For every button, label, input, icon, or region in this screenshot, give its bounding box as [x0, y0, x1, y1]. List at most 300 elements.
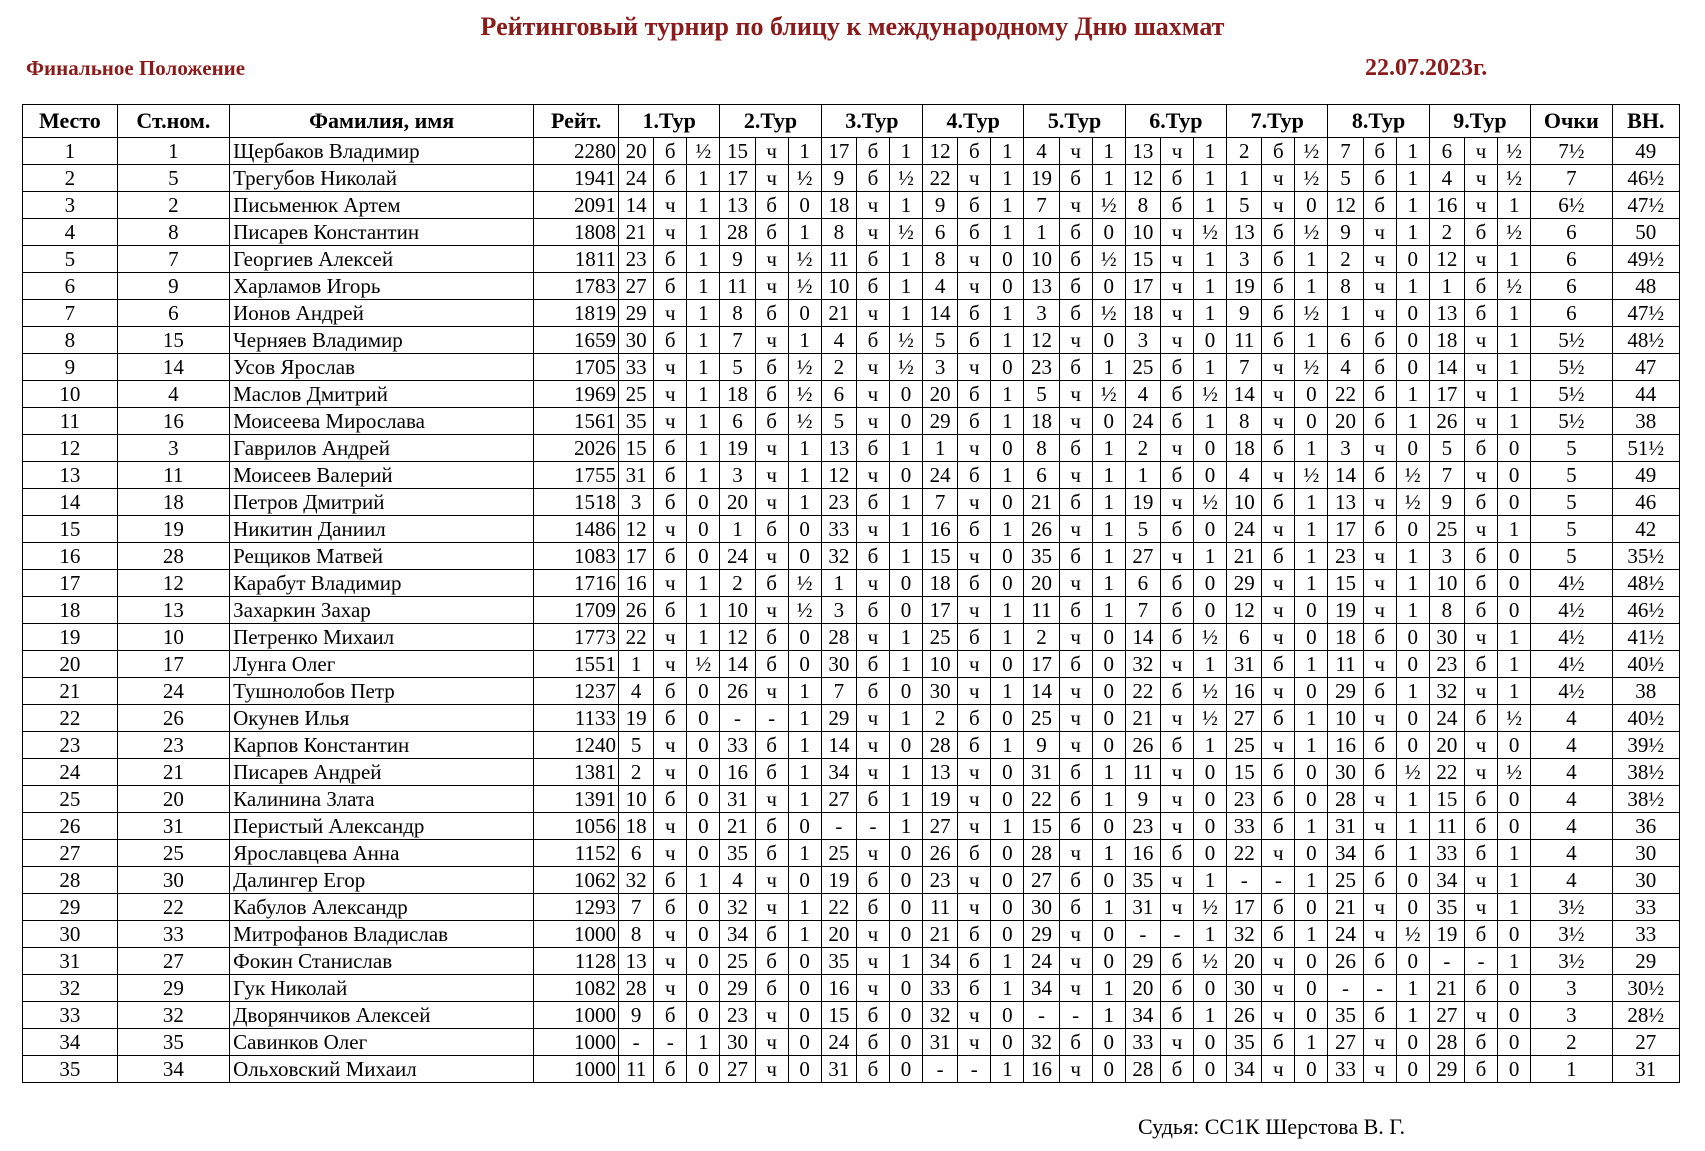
opponent-cell: 23 [1227, 786, 1262, 813]
player-name-cell: Карпов Константин [230, 732, 534, 759]
opponent-cell: 4 [1227, 462, 1262, 489]
table-row [23, 1029, 1680, 1056]
color-cell: б [1160, 192, 1193, 219]
result-cell: 1 [1396, 597, 1429, 624]
color-cell: - [1160, 921, 1193, 948]
result-cell: 1 [991, 516, 1024, 543]
result-cell: 0 [1498, 489, 1531, 516]
color-cell: ч [1262, 192, 1295, 219]
color-cell: б [1465, 219, 1498, 246]
player-name-cell: Ионов Андрей [230, 300, 534, 327]
rating-cell: 1056 [534, 813, 619, 840]
table-row [23, 246, 1680, 273]
start-number-cell: 10 [117, 624, 229, 651]
result-cell: 1 [991, 300, 1024, 327]
color-cell: б [1363, 138, 1396, 165]
result-cell: 0 [1295, 678, 1328, 705]
points-cell: 3 [1531, 1002, 1613, 1029]
color-cell: ч [1262, 165, 1295, 192]
color-cell: ч [1059, 192, 1092, 219]
place-cell: 4 [23, 219, 118, 246]
result-cell: 0 [788, 1029, 821, 1056]
points-cell: 4 [1531, 867, 1613, 894]
color-cell: б [1160, 1002, 1193, 1029]
result-cell: 0 [1396, 300, 1429, 327]
opponent-cell: 20 [821, 921, 856, 948]
result-cell: 1 [991, 948, 1024, 975]
color-cell: ч [755, 1002, 788, 1029]
opponent-cell: 25 [1227, 732, 1262, 759]
color-cell: ч [1363, 921, 1396, 948]
color-cell: б [958, 516, 991, 543]
color-cell: ч [856, 354, 889, 381]
opponent-cell: 9 [1024, 732, 1059, 759]
table-row [23, 354, 1680, 381]
result-cell: 1 [1194, 138, 1227, 165]
result-cell: ½ [1396, 921, 1429, 948]
opponent-cell: 7 [1227, 354, 1262, 381]
opponent-cell: - [1227, 867, 1262, 894]
result-cell: 1 [1396, 138, 1429, 165]
player-name-cell: Писарев Андрей [230, 759, 534, 786]
opponent-cell: 21 [923, 921, 958, 948]
place-cell: 17 [23, 570, 118, 597]
opponent-cell: 2 [1125, 435, 1160, 462]
result-cell: 1 [1194, 408, 1227, 435]
color-cell: б [1059, 1029, 1092, 1056]
opponent-cell: 22 [1024, 786, 1059, 813]
color-cell: - [856, 813, 889, 840]
opponent-cell: 34 [1024, 975, 1059, 1002]
color-cell: ч [1465, 327, 1498, 354]
color-cell: - [1262, 867, 1295, 894]
player-name-cell: Петров Дмитрий [230, 489, 534, 516]
tiebreak-cell: 47½ [1612, 192, 1679, 219]
rating-cell: 1941 [534, 165, 619, 192]
player-name-cell: Харламов Игорь [230, 273, 534, 300]
result-cell: ½ [788, 273, 821, 300]
result-cell: 0 [1194, 759, 1227, 786]
result-cell: 1 [991, 381, 1024, 408]
color-cell: ч [1262, 1056, 1295, 1083]
rating-cell: 1518 [534, 489, 619, 516]
points-cell: 6½ [1531, 192, 1613, 219]
result-cell: 1 [1498, 678, 1531, 705]
color-cell: б [755, 975, 788, 1002]
opponent-cell: 8 [1328, 273, 1363, 300]
color-cell: ч [755, 543, 788, 570]
color-cell: ч [1363, 786, 1396, 813]
opponent-cell: 25 [1024, 705, 1059, 732]
result-cell: 0 [889, 1056, 922, 1083]
result-cell: 1 [889, 624, 922, 651]
table-row [23, 300, 1680, 327]
color-cell: ч [1160, 786, 1193, 813]
opponent-cell: 30 [923, 678, 958, 705]
color-cell: ч [958, 273, 991, 300]
points-cell: 5 [1531, 489, 1613, 516]
table-row [23, 489, 1680, 516]
start-number-cell: 21 [117, 759, 229, 786]
color-cell: б [755, 813, 788, 840]
opponent-cell: 33 [821, 516, 856, 543]
color-cell: ч [654, 381, 687, 408]
rating-cell: 1000 [534, 921, 619, 948]
table-row [23, 192, 1680, 219]
player-name-cell: Писарев Константин [230, 219, 534, 246]
table-row [23, 867, 1680, 894]
tiebreak-cell: 48½ [1612, 570, 1679, 597]
color-cell: б [1363, 516, 1396, 543]
points-cell: 4 [1531, 840, 1613, 867]
opponent-cell: 13 [1328, 489, 1363, 516]
color-cell: б [1160, 1056, 1193, 1083]
result-cell: 1 [889, 516, 922, 543]
opponent-cell: 18 [1328, 624, 1363, 651]
color-cell: б [755, 408, 788, 435]
result-cell: ½ [1396, 489, 1429, 516]
tiebreak-cell: 49½ [1612, 246, 1679, 273]
tiebreak-cell: 33 [1612, 921, 1679, 948]
color-cell: б [1160, 408, 1193, 435]
result-cell: 1 [1194, 192, 1227, 219]
result-cell: 1 [1295, 705, 1328, 732]
color-cell: б [1262, 705, 1295, 732]
opponent-cell: 17 [1328, 516, 1363, 543]
tiebreak-cell: 38½ [1612, 759, 1679, 786]
header-round-7: 7.Тур [1227, 105, 1328, 138]
player-name-cell: Гук Николай [230, 975, 534, 1002]
result-cell: 0 [1396, 624, 1429, 651]
color-cell: ч [1059, 381, 1092, 408]
color-cell: ч [958, 678, 991, 705]
opponent-cell: 29 [1328, 678, 1363, 705]
color-cell: ч [958, 786, 991, 813]
points-cell: 4½ [1531, 678, 1613, 705]
result-cell: 0 [1194, 597, 1227, 624]
color-cell: б [1262, 246, 1295, 273]
opponent-cell: 31 [821, 1056, 856, 1083]
rating-cell: 1381 [534, 759, 619, 786]
opponent-cell: 35 [720, 840, 755, 867]
start-number-cell: 28 [117, 543, 229, 570]
color-cell: б [755, 921, 788, 948]
opponent-cell: 26 [1227, 1002, 1262, 1029]
opponent-cell: 20 [1227, 948, 1262, 975]
result-cell: 1 [1396, 570, 1429, 597]
result-cell: 0 [889, 570, 922, 597]
opponent-cell: 15 [821, 1002, 856, 1029]
color-cell: б [958, 381, 991, 408]
points-cell: 3½ [1531, 894, 1613, 921]
opponent-cell: 11 [1429, 813, 1464, 840]
points-cell: 6 [1531, 300, 1613, 327]
result-cell: 1 [1295, 651, 1328, 678]
color-cell: - [755, 705, 788, 732]
result-cell: 0 [1194, 327, 1227, 354]
result-cell: 1 [1092, 516, 1125, 543]
header-round-1: 1.Тур [619, 105, 720, 138]
result-cell: 1 [1092, 975, 1125, 1002]
tiebreak-cell: 50 [1612, 219, 1679, 246]
color-cell: ч [1059, 462, 1092, 489]
opponent-cell: 28 [1125, 1056, 1160, 1083]
points-cell: 4 [1531, 759, 1613, 786]
color-cell: б [755, 516, 788, 543]
opponent-cell: 28 [1024, 840, 1059, 867]
color-cell: ч [856, 381, 889, 408]
result-cell: 1 [1396, 786, 1429, 813]
color-cell: ч [755, 165, 788, 192]
opponent-cell: 31 [1328, 813, 1363, 840]
opponent-cell: 5 [1227, 192, 1262, 219]
color-cell: ч [1059, 516, 1092, 543]
color-cell: б [958, 327, 991, 354]
opponent-cell: 1 [923, 435, 958, 462]
table-row [23, 894, 1680, 921]
color-cell: б [755, 570, 788, 597]
opponent-cell: 21 [619, 219, 654, 246]
color-cell: б [1262, 300, 1295, 327]
color-cell: ч [856, 408, 889, 435]
opponent-cell: 32 [1024, 1029, 1059, 1056]
color-cell: б [1059, 300, 1092, 327]
result-cell: 0 [1396, 435, 1429, 462]
color-cell: ч [958, 489, 991, 516]
color-cell: ч [958, 543, 991, 570]
opponent-cell: 7 [720, 327, 755, 354]
result-cell: 1 [1092, 597, 1125, 624]
color-cell: ч [654, 219, 687, 246]
result-cell: 0 [1194, 1029, 1227, 1056]
result-cell: ½ [1194, 705, 1227, 732]
opponent-cell: 27 [1024, 867, 1059, 894]
table-row [23, 597, 1680, 624]
color-cell: б [1363, 678, 1396, 705]
color-cell: ч [1465, 381, 1498, 408]
opponent-cell: 12 [1328, 192, 1363, 219]
place-cell: 2 [23, 165, 118, 192]
result-cell: 0 [687, 516, 720, 543]
opponent-cell: - [720, 705, 755, 732]
place-cell: 33 [23, 1002, 118, 1029]
opponent-cell: 6 [619, 840, 654, 867]
tiebreak-cell: 40½ [1612, 705, 1679, 732]
opponent-cell: 23 [821, 489, 856, 516]
color-cell: ч [654, 813, 687, 840]
opponent-cell: 9 [720, 246, 755, 273]
place-cell: 16 [23, 543, 118, 570]
color-cell: б [755, 381, 788, 408]
color-cell: б [1465, 813, 1498, 840]
result-cell: 1 [1092, 543, 1125, 570]
result-cell: ½ [1092, 246, 1125, 273]
color-cell: ч [958, 894, 991, 921]
color-cell: ч [1262, 597, 1295, 624]
result-cell: 0 [991, 273, 1024, 300]
result-cell: 1 [788, 759, 821, 786]
result-cell: 1 [991, 165, 1024, 192]
start-number-cell: 14 [117, 354, 229, 381]
standings-table [22, 104, 1680, 1083]
result-cell: 0 [1498, 435, 1531, 462]
place-cell: 21 [23, 678, 118, 705]
opponent-cell: 6 [923, 219, 958, 246]
opponent-cell: 26 [1125, 732, 1160, 759]
color-cell: б [1465, 273, 1498, 300]
color-cell: ч [1059, 138, 1092, 165]
result-cell: 0 [889, 1002, 922, 1029]
result-cell: 0 [991, 1002, 1024, 1029]
opponent-cell: 7 [1429, 462, 1464, 489]
color-cell: б [1465, 543, 1498, 570]
result-cell: 0 [889, 921, 922, 948]
opponent-cell: 25 [1328, 867, 1363, 894]
result-cell: ½ [889, 354, 922, 381]
result-cell: 0 [788, 975, 821, 1002]
result-cell: 1 [1194, 732, 1227, 759]
color-cell: ч [856, 921, 889, 948]
opponent-cell: 11 [923, 894, 958, 921]
result-cell: 1 [788, 138, 821, 165]
opponent-cell: 8 [1227, 408, 1262, 435]
points-cell: 6 [1531, 246, 1613, 273]
result-cell: 1 [889, 435, 922, 462]
color-cell: б [654, 246, 687, 273]
result-cell: 0 [991, 570, 1024, 597]
result-cell: 0 [889, 597, 922, 624]
color-cell: ч [654, 624, 687, 651]
color-cell: б [1363, 354, 1396, 381]
result-cell: 1 [687, 624, 720, 651]
place-cell: 27 [23, 840, 118, 867]
result-cell: 0 [991, 786, 1024, 813]
rating-cell: 1808 [534, 219, 619, 246]
color-cell: б [1465, 300, 1498, 327]
result-cell: 0 [1092, 1029, 1125, 1056]
rating-cell: 2026 [534, 435, 619, 462]
opponent-cell: 7 [1024, 192, 1059, 219]
color-cell: ч [1465, 678, 1498, 705]
color-cell: б [654, 138, 687, 165]
opponent-cell: 24 [821, 1029, 856, 1056]
color-cell: ч [1160, 219, 1193, 246]
opponent-cell: 27 [1125, 543, 1160, 570]
opponent-cell: 14 [1328, 462, 1363, 489]
result-cell: ½ [1295, 138, 1328, 165]
opponent-cell: 23 [1328, 543, 1363, 570]
opponent-cell: 33 [1328, 1056, 1363, 1083]
opponent-cell: 25 [1429, 516, 1464, 543]
color-cell: б [1363, 840, 1396, 867]
color-cell: б [958, 705, 991, 732]
result-cell: 0 [889, 975, 922, 1002]
opponent-cell: 24 [619, 165, 654, 192]
opponent-cell: 15 [1024, 813, 1059, 840]
opponent-cell: 6 [1125, 570, 1160, 597]
color-cell: б [755, 732, 788, 759]
color-cell: ч [1363, 543, 1396, 570]
color-cell: б [1160, 732, 1193, 759]
opponent-cell: 31 [1125, 894, 1160, 921]
place-cell: 26 [23, 813, 118, 840]
result-cell: 0 [1498, 786, 1531, 813]
table-row [23, 948, 1680, 975]
opponent-cell: 22 [1328, 381, 1363, 408]
color-cell: б [1262, 759, 1295, 786]
color-cell: ч [958, 354, 991, 381]
points-cell: 5½ [1531, 354, 1613, 381]
result-cell: 0 [687, 543, 720, 570]
color-cell: б [654, 273, 687, 300]
result-cell: ½ [1498, 759, 1531, 786]
result-cell: 1 [687, 192, 720, 219]
opponent-cell: 33 [1227, 813, 1262, 840]
player-name-cell: Ольховский Михаил [230, 1056, 534, 1083]
color-cell: ч [1363, 435, 1396, 462]
opponent-cell: 11 [619, 1056, 654, 1083]
color-cell: ч [1262, 462, 1295, 489]
color-cell: б [1059, 543, 1092, 570]
opponent-cell: 31 [923, 1029, 958, 1056]
opponent-cell: 9 [1328, 219, 1363, 246]
opponent-cell: 6 [720, 408, 755, 435]
result-cell: 0 [991, 489, 1024, 516]
start-number-cell: 31 [117, 813, 229, 840]
color-cell: б [856, 1002, 889, 1029]
opponent-cell: 6 [1227, 624, 1262, 651]
opponent-cell: 25 [619, 381, 654, 408]
opponent-cell: 23 [1429, 651, 1464, 678]
opponent-cell: 6 [1429, 138, 1464, 165]
result-cell: 1 [788, 219, 821, 246]
table-row [23, 435, 1680, 462]
color-cell: б [1059, 273, 1092, 300]
rating-cell: 1133 [534, 705, 619, 732]
opponent-cell: 12 [821, 462, 856, 489]
result-cell: 0 [991, 1029, 1024, 1056]
result-cell: 1 [1092, 786, 1125, 813]
result-cell: 1 [1295, 570, 1328, 597]
color-cell: ч [654, 975, 687, 1002]
opponent-cell: 21 [1328, 894, 1363, 921]
color-cell: ч [1465, 462, 1498, 489]
result-cell: ½ [1498, 165, 1531, 192]
result-cell: 1 [687, 408, 720, 435]
result-cell: 0 [788, 516, 821, 543]
color-cell: ч [654, 516, 687, 543]
opponent-cell: 1 [720, 516, 755, 543]
opponent-cell: 5 [1328, 165, 1363, 192]
opponent-cell: 7 [1328, 138, 1363, 165]
color-cell: ч [1059, 921, 1092, 948]
opponent-cell: 15 [720, 138, 755, 165]
place-cell: 19 [23, 624, 118, 651]
result-cell: 1 [991, 1056, 1024, 1083]
result-cell: 0 [788, 192, 821, 219]
opponent-cell: 22 [1125, 678, 1160, 705]
result-cell: ½ [1295, 462, 1328, 489]
color-cell: б [1465, 786, 1498, 813]
result-cell: 1 [991, 219, 1024, 246]
date-label: 22.07.2023г. [1365, 55, 1488, 81]
opponent-cell: 34 [1429, 867, 1464, 894]
opponent-cell: 3 [1328, 435, 1363, 462]
color-cell: б [1160, 354, 1193, 381]
player-name-cell: Митрофанов Владислав [230, 921, 534, 948]
result-cell: 1 [1295, 435, 1328, 462]
place-cell: 30 [23, 921, 118, 948]
